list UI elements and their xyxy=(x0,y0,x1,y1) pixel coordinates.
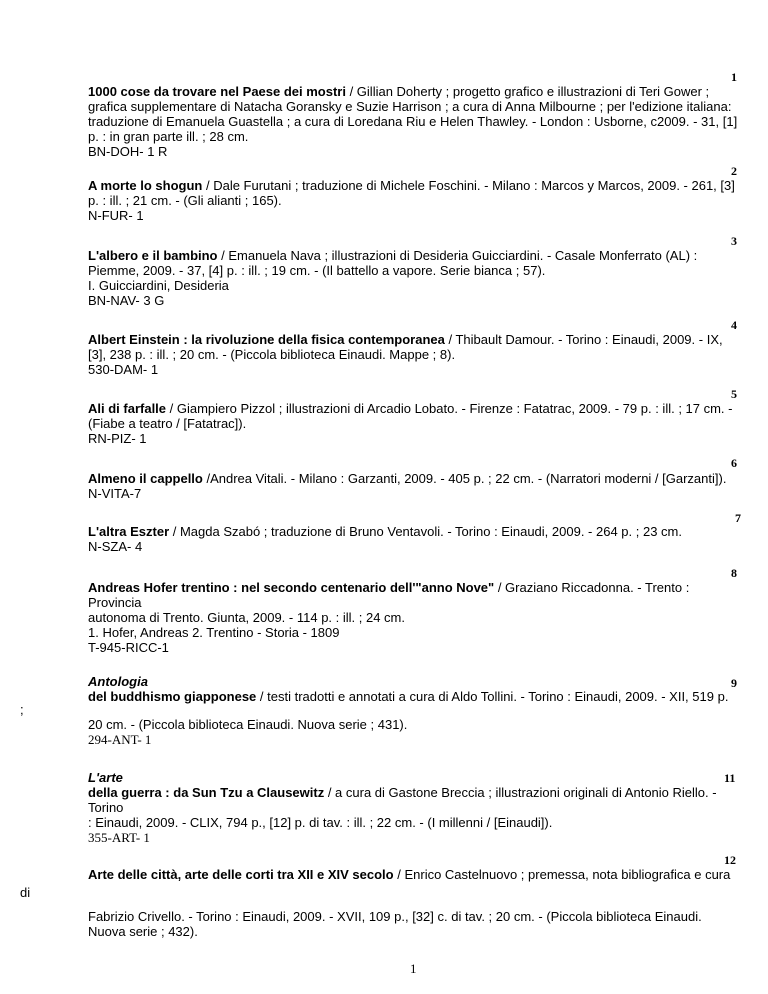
shelf-mark: N-SZA- 4 xyxy=(88,539,143,554)
entry-description: p. : ill. ; 21 cm. - (Gli alianti ; 165). xyxy=(88,193,282,208)
entry-description: / Thibault Damour. - Torino : Einaudi, 2009. - IX, xyxy=(444,332,723,347)
catalog-entry xyxy=(88,84,740,159)
page-number: 1 xyxy=(410,961,417,976)
entry-description: / Enrico Castelnuovo ; premessa, nota bibliografica e cura xyxy=(393,867,731,882)
entry-title: Ali di farfalle xyxy=(88,401,167,416)
shelf-mark: 355-ART- 1 xyxy=(88,830,150,845)
entry-title: del buddhismo giapponese xyxy=(88,689,257,704)
entry-description: / Graziano Riccadonna. - Trento : xyxy=(494,580,690,595)
catalog-entry xyxy=(88,524,740,554)
catalog-entry xyxy=(88,717,740,747)
entry-description: 20 cm. - (Piccola biblioteca Einaudi. Nuova serie ; 431). xyxy=(88,717,408,732)
entry-description: traduzione di Emanuela Guastella ; a cura di Loredana Riu e Helen Thawley. - London : Usborne, c2009. - 31, [1] xyxy=(88,114,738,129)
catalog-entry xyxy=(88,178,740,223)
entry-title: Albert Einstein : la rivoluzione della fisica contemporanea xyxy=(88,332,445,347)
entry-description: p. : in gran parte ill. ; 28 cm. xyxy=(88,129,249,144)
catalog-entry xyxy=(88,674,740,704)
entry-description: / testi tradotti e annotati a cura di Aldo Tollini. - Torino : Einaudi, 2009. - XII, 519 p. xyxy=(256,689,729,704)
entry-number: 5 xyxy=(731,387,737,401)
entry-title: L'albero e il bambino xyxy=(88,248,218,263)
shelf-mark: BN-DOH- 1 R xyxy=(88,144,168,159)
entry-number: 3 xyxy=(731,234,737,248)
entry-title: 1000 cose da trovare nel Paese dei mostri xyxy=(88,84,346,99)
entry-description: / Emanuela Nava ; illustrazioni di Desideria Guicciardini. - Casale Monferrato (AL) : xyxy=(217,248,698,263)
catalog-entry xyxy=(88,471,740,501)
entry-description: Torino xyxy=(88,800,124,815)
catalog-entry xyxy=(88,909,740,939)
entry-description: autonoma di Trento. Giunta, 2009. - 114 p. : ill. ; 24 cm. xyxy=(88,610,405,625)
entry-number: 1 xyxy=(731,70,737,84)
entry-description: Provincia xyxy=(88,595,142,610)
entry-number: 8 xyxy=(731,566,737,580)
shelf-mark: RN-PIZ- 1 xyxy=(88,431,147,446)
entry-title: L'altra Eszter xyxy=(88,524,170,539)
entry-description: / a cura di Gastone Breccia ; illustrazioni originali di Antonio Riello. - xyxy=(324,785,717,800)
entry-description: / Dale Furutani ; traduzione di Michele Foschini. - Milano : Marcos y Marcos, 2009. - 261, [3] xyxy=(202,178,735,193)
entry-number: 9 xyxy=(731,676,737,690)
entry-number: 6 xyxy=(731,456,737,470)
entry-description: / Gillian Doherty ; progetto grafico e illustrazioni di Teri Gower ; xyxy=(345,84,710,99)
shelf-mark: N-VITA-7 xyxy=(88,486,142,501)
entry-number: 12 xyxy=(724,853,736,867)
entry-title: Arte delle città, arte delle corti tra XII e XIV secolo xyxy=(88,867,394,882)
entry-title: Andreas Hofer trentino : nel secondo centenario dell'"anno Nove" xyxy=(88,580,495,595)
shelf-mark: T-945-RICC-1 xyxy=(88,640,169,655)
entry-number: 2 xyxy=(731,164,737,178)
catalog-entry xyxy=(88,580,740,655)
entry-title: A morte lo shogun xyxy=(88,178,203,193)
entry-description: / Magda Szabó ; traduzione di Bruno Ventavoli. - Torino : Einaudi, 2009. - 264 p. ; 23 cm. xyxy=(169,524,682,539)
shelf-mark: 530-DAM- 1 xyxy=(88,362,159,377)
catalog-entry xyxy=(88,401,740,446)
shelf-mark: BN-NAV- 3 G xyxy=(88,293,165,308)
catalog-entry xyxy=(88,332,740,377)
entry-description: : Einaudi, 2009. - CLIX, 794 p., [12] p. di tav. : ill. ; 22 cm. - (I millenni / [Einaudi]). xyxy=(88,815,553,830)
catalog-entry xyxy=(88,248,740,308)
entry-description: / Giampiero Pizzol ; illustrazioni di Arcadio Lobato. - Firenze : Fatatrac, 2009. - 79 p. : ill. ; 17 cm. - xyxy=(166,401,733,416)
entry-description: grafica supplementare di Natacha Goransky e Suzie Harrison ; a cura di Anna Milbourne ; per l'edizione italiana: xyxy=(88,99,732,114)
entry-title: della guerra : da Sun Tzu a Clausewitz xyxy=(88,785,325,800)
shelf-mark: N-FUR- 1 xyxy=(88,208,144,223)
entry-description: /Andrea Vitali. - Milano : Garzanti, 2009. - 405 p. ; 22 cm. - (Narratori moderni / [Garzanti]). xyxy=(202,471,727,486)
entry-number: 11 xyxy=(724,771,736,785)
entry-title-italic: L'arte xyxy=(88,770,123,785)
entry-description: Nuova serie ; 432). xyxy=(88,924,198,939)
catalog-entry xyxy=(88,867,740,882)
entry-number: 4 xyxy=(731,318,737,332)
entry-description: 1. Hofer, Andreas 2. Trentino - Storia - 1809 xyxy=(88,625,340,640)
stray-di: di xyxy=(20,885,31,900)
entry-description: (Fiabe a teatro / [Fatatrac]). xyxy=(88,416,247,431)
entry-number: 7 xyxy=(735,511,741,525)
entry-title-italic: Antologia xyxy=(88,674,148,689)
entry-description: [3], 238 p. : ill. ; 20 cm. - (Piccola biblioteca Einaudi. Mappe ; 8). xyxy=(88,347,456,362)
entry-description: Fabrizio Crivello. - Torino : Einaudi, 2009. - XVII, 109 p., [32] c. di tav. ; 20 cm. - (Piccola biblioteca Einaudi. xyxy=(88,909,702,924)
stray-semicolon: ; xyxy=(20,702,24,717)
shelf-mark: 294-ANT- 1 xyxy=(88,732,152,747)
entry-title: Almeno il cappello xyxy=(88,471,203,486)
entry-description: I. Guicciardini, Desideria xyxy=(88,278,229,293)
catalog-entry xyxy=(88,770,740,845)
entry-description: Piemme, 2009. - 37, [4] p. : ill. ; 19 cm. - (Il battello a vapore. Serie bianca ; 57). xyxy=(88,263,546,278)
